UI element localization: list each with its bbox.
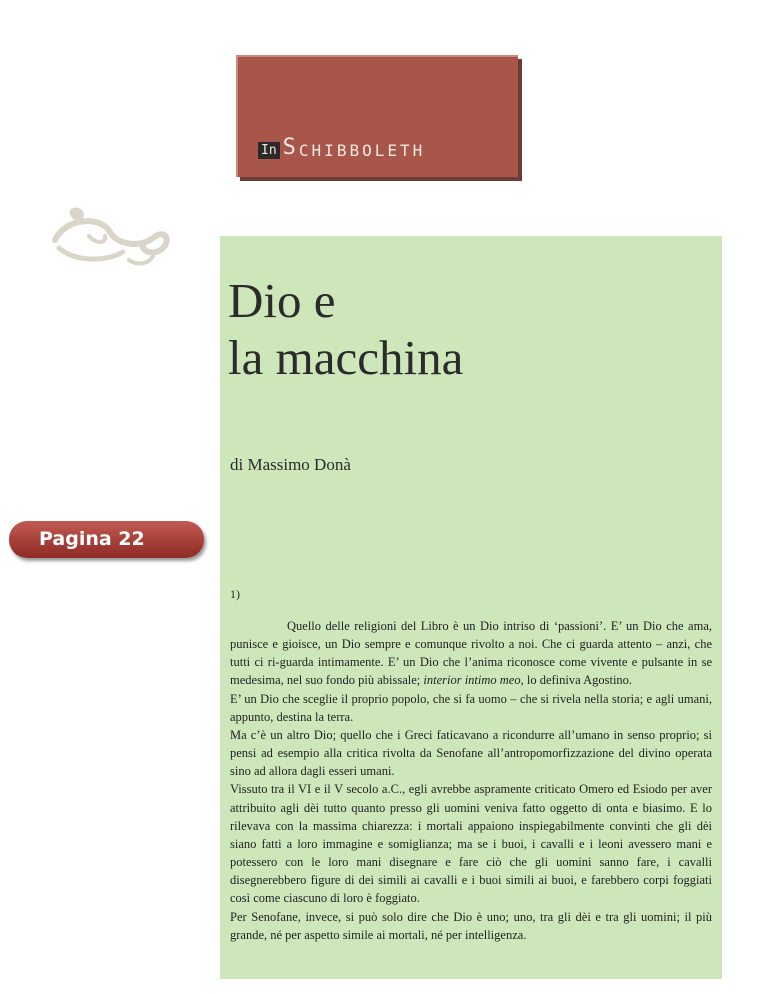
page-number-badge: Pagina 22 (9, 521, 204, 558)
article-author: di Massimo Donà (230, 455, 351, 474)
magazine-masthead (236, 55, 518, 177)
section-number: 1) (230, 587, 240, 601)
article-title-line2: la macchina (228, 330, 464, 385)
logo-letters-rest: BBOLETH (336, 141, 426, 160)
logo-letter-s: S (282, 135, 299, 160)
magazine-logo (258, 137, 425, 159)
paragraph-1 (230, 617, 712, 690)
logo-prefix: In (258, 142, 280, 159)
paragraph-3: Ma c’è un altro Dio; quello che i Greci faticavano a ricondurre all’umano in senso proprio; si pensi ad esempio alla critica rivolta da Senofane all’antropomorfizzazione del divino operata sino ad allora dagli esseri umani. (230, 727, 712, 779)
logo-letter-i: I (324, 141, 337, 160)
ornament-flourish-icon (45, 200, 175, 275)
logo-letters-ch: CH (298, 141, 325, 160)
article-title-line1: Dio e (228, 273, 336, 328)
paragraph-5: Per Senofane, invece, si può solo dire che Dio è uno; uno, tra gli dèi e tra gli uomini; il più grande, né per aspetto simile ai mortali, né per intelligenza. (230, 909, 712, 942)
article-title (228, 272, 463, 386)
paragraph-1-text-end: , lo definiva Agostino. (520, 673, 633, 688)
paragraph-4: Vissuto tra il VI e il V secolo a.C., egli avrebbe aspramente criticato Omero ed Esiodo per aver attribuito agli dèi tutto quanto presso gli uomini veniva fatto oggetto di onta e biasimo. E lo rilevava con la massima chiarezza: i mortali appaiono inspiegabilmente convinti che gli dèi siano fatti a loro immagine e somiglianza; ma se i buoi, i cavalli e i leoni avessero mani e potessero con le loro mani disegnare e fare ciò che gli uomini sanno fare, i cavalli disegnerebbero figure di dei simili ai cavalli e i buoi simili ai buoi, e farebbero corpi foggiati così come ciascuno di loro è foggiato. (230, 782, 712, 906)
paragraph-1-quote: interior intimo meo (423, 673, 521, 688)
paragraph-2: E’ un Dio che sceglie il proprio popolo, che si fa uomo – che si rivela nella storia; e agli umani, appunto, destina la terra. (230, 691, 712, 724)
article-body (230, 617, 712, 944)
paragraph-1-text: Quello delle religioni del Libro è un Dio intriso di ‘passioni’. E’ un Dio che ama, punisce e gioisce, un Dio sempre e comunque rivolto a noi. Che ci guarda attento – anzi, che tutti ci ri-guarda intimamente. E’ un Dio che l’anima riconosce come vivente e pulsante in se medesima, nel suo fondo più abissale; (230, 619, 712, 688)
